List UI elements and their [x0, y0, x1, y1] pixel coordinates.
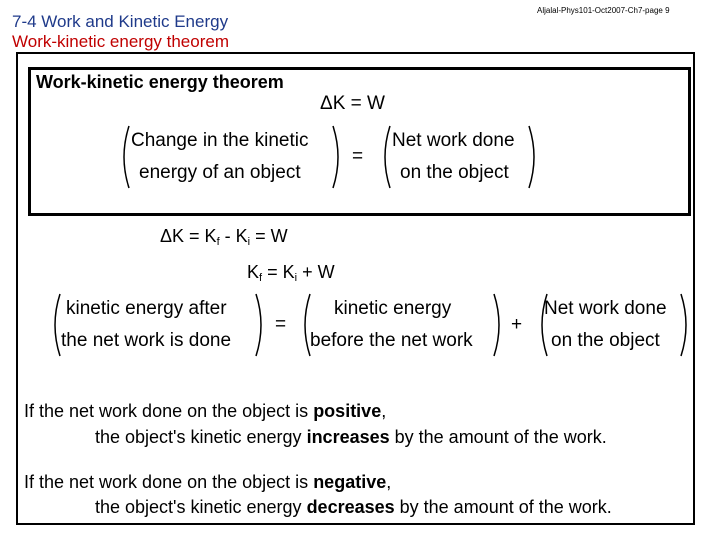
term-before-line2: before the net work	[310, 330, 473, 351]
theorem-lhs-line2: energy of an object	[139, 162, 301, 183]
right-paren-icon	[527, 124, 541, 190]
slide-subtitle: Work-kinetic energy theorem	[12, 32, 229, 51]
statement-negative-line1: If the net work done on the object is negative,	[24, 472, 392, 492]
expanded-plus: +	[511, 314, 523, 335]
right-paren-icon	[679, 292, 693, 358]
right-paren-icon	[254, 292, 268, 358]
statement-negative-line2: the object's kinetic energy decreases by the amount of the work.	[95, 497, 612, 517]
right-paren-icon	[492, 292, 506, 358]
term-after-line2: the net work is done	[61, 330, 232, 351]
left-paren-icon	[117, 124, 131, 190]
statement-positive-line2: the object's kinetic energy increases by the amount of the work.	[95, 427, 607, 447]
term-after-line1: kinetic energy after	[66, 298, 227, 319]
expanded-equals: =	[275, 314, 287, 335]
theorem-equation: ΔK = W	[320, 93, 385, 114]
theorem-heading: Work-kinetic energy theorem	[36, 72, 284, 92]
term-before-line1: kinetic energy	[334, 298, 452, 319]
term-work-line1: Net work done	[544, 298, 667, 319]
statement-positive-line1: If the net work done on the object is positive,	[24, 401, 387, 421]
right-paren-icon	[331, 124, 345, 190]
theorem-rhs-line2: on the object	[400, 162, 509, 183]
theorem-lhs-line1: Change in the kinetic	[131, 130, 309, 151]
equation-kf: $K_f = K_i + W$	[247, 262, 335, 284]
theorem-equals: =	[352, 146, 364, 167]
left-paren-icon	[48, 292, 62, 358]
page-note: Aljalal-Phys101-Oct2007-Ch7-page 9	[537, 6, 670, 15]
slide-title: 7-4 Work and Kinetic Energy	[12, 12, 229, 31]
theorem-rhs-line1: Net work done	[392, 130, 515, 151]
term-work-line2: on the object	[551, 330, 660, 351]
equation-delta-k: $\Delta K = K_f - K_i = W$	[160, 226, 288, 248]
left-paren-icon	[378, 124, 392, 190]
